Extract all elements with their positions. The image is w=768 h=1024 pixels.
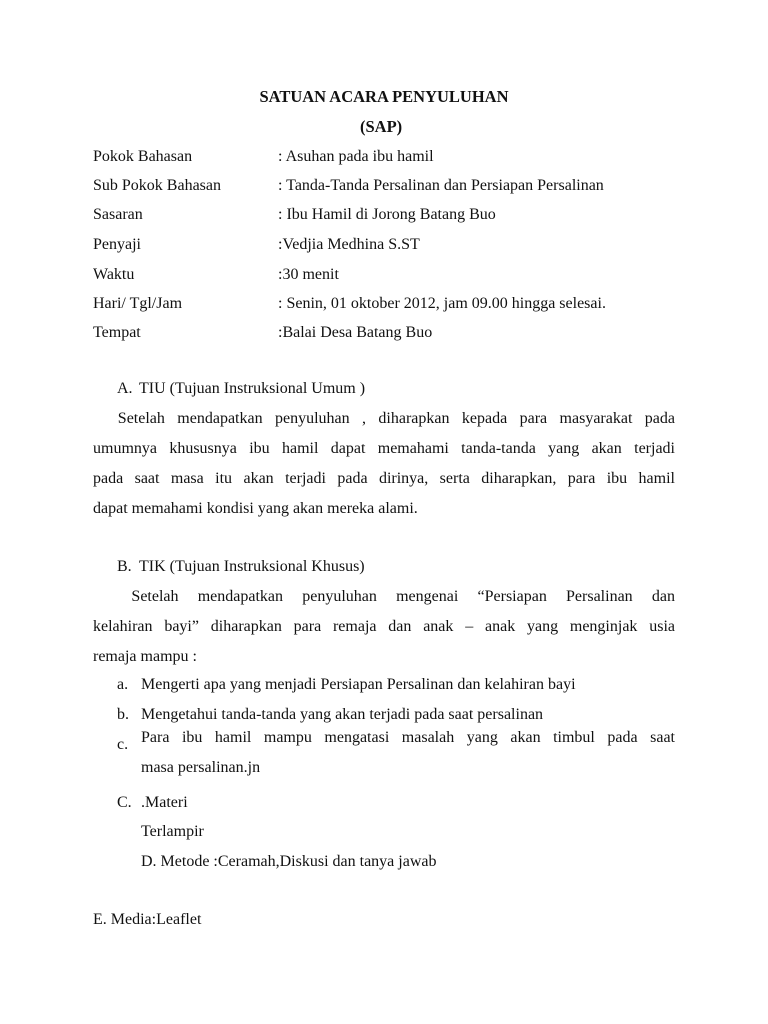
section-heading-tik <box>117 558 365 576</box>
paragraph-line: dapat memahami kondisi yang akan mereka alami. <box>93 500 418 517</box>
info-value: : Asuhan pada ibu hamil <box>278 148 434 165</box>
tik-paragraph <box>93 582 675 672</box>
info-label: Sub Pokok Bahasan <box>93 177 221 194</box>
paragraph-line: Setelah mendapatkan penyuluhan , diharapkan kepada para masyarakat pada <box>93 410 675 427</box>
list-item-text: Mengerti apa yang menjadi Persiapan Persalinan dan kelahiran bayi <box>141 676 576 693</box>
info-label: Sasaran <box>93 206 143 223</box>
info-label: Waktu <box>93 266 135 283</box>
list-marker: a. <box>117 676 129 693</box>
paragraph-line: umumnya khususnya ibu hamil dapat memahami tanda-tanda yang akan terjadi <box>93 440 675 457</box>
section-heading-materi <box>117 794 188 812</box>
info-value: :30 menit <box>278 266 339 283</box>
section-title: TIU (Tujuan Instruksional Umum ) <box>139 380 366 397</box>
paragraph-line: kelahiran bayi” diharapkan para remaja dan anak – anak yang menginjak usia <box>93 618 675 635</box>
paragraph-line: pada saat masa itu akan terjadi pada dirinya, serta diharapkan, para ibu hamil <box>93 470 675 487</box>
info-value: :Vedjia Medhina S.ST <box>278 236 420 253</box>
document-subtitle: (SAP) <box>360 117 403 136</box>
tiu-paragraph <box>93 404 675 524</box>
section-letter: A. <box>117 380 133 397</box>
list-marker: c. <box>117 736 129 753</box>
info-value: : Tanda-Tanda Persalinan dan Persiapan Persalinan <box>278 177 604 194</box>
list-item-line: masa persalinan.jn <box>141 759 261 776</box>
section-title: TIK (Tujuan Instruksional Khusus) <box>139 558 365 575</box>
materi-text: Terlampir <box>141 823 204 840</box>
info-value: :Balai Desa Batang Buo <box>278 324 433 341</box>
info-label: Penyaji <box>93 236 141 253</box>
list-item-line: Para ibu hamil mampu mengatasi masalah yang akan timbul pada saat <box>141 729 675 746</box>
list-marker: b. <box>117 706 129 723</box>
info-label: Tempat <box>93 324 141 341</box>
paragraph-line: Setelah mendapatkan penyuluhan mengenai “Persiapan Persalinan dan <box>93 588 675 605</box>
section-title: .Materi <box>141 794 188 811</box>
paragraph-line: remaja mampu : <box>93 648 197 665</box>
list-item-text <box>141 729 675 789</box>
info-value: : Ibu Hamil di Jorong Batang Buo <box>278 206 496 223</box>
section-letter: C. <box>117 794 132 811</box>
info-label: Hari/ Tgl/Jam <box>93 295 183 312</box>
section-heading-tiu <box>117 380 365 398</box>
media-line: E. Media:Leaflet <box>93 911 202 928</box>
list-item-text: Mengetahui tanda-tanda yang akan terjadi pada saat persalinan <box>141 706 544 723</box>
section-letter: B. <box>117 558 132 575</box>
info-label: Pokok Bahasan <box>93 148 193 165</box>
document-title: SATUAN ACARA PENYULUHAN <box>259 87 509 106</box>
info-value: : Senin, 01 oktober 2012, jam 09.00 hingga selesai. <box>278 295 606 312</box>
metode-line: D. Metode :Ceramah,Diskusi dan tanya jawab <box>141 853 437 870</box>
